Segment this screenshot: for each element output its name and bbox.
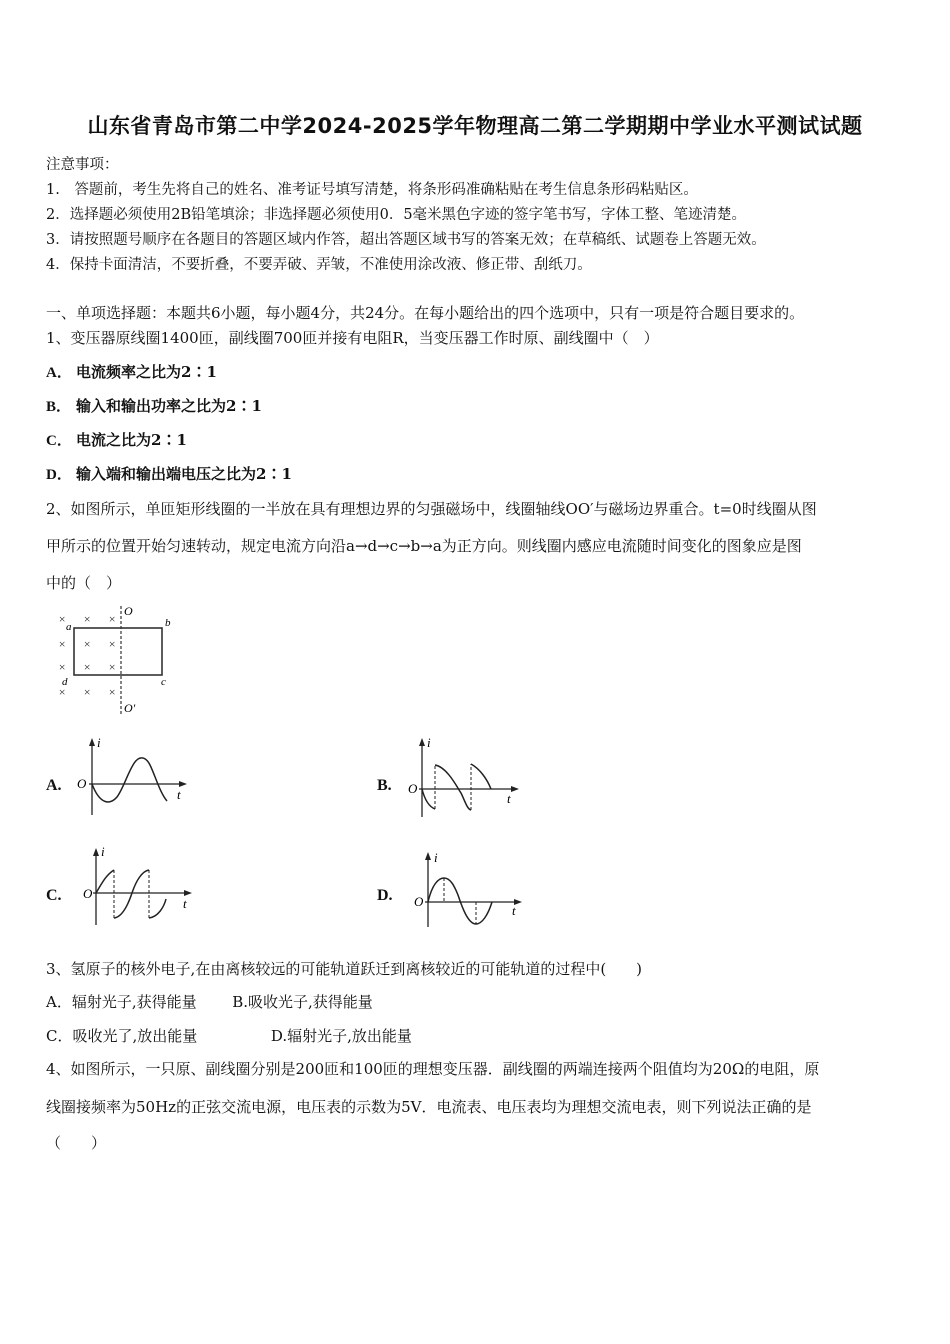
question-1-stem: 1、变压器原线圈1400匝，副线圈700匝并接有电阻R，当变压器工作时原、副线圈中（ ） xyxy=(46,329,659,347)
section-heading: 一、单项选择题：本题共6小题，每小题4分，共24分。在每小题给出的四个选项中，只有一项是符合题目要求的。 xyxy=(46,304,805,322)
svg-text:t: t xyxy=(177,787,181,802)
q1-option-c xyxy=(46,429,187,450)
svg-text:×: × xyxy=(108,660,117,674)
option-text: 吸收光了,放出能量 xyxy=(72,1027,198,1045)
graph-c xyxy=(80,845,210,935)
option-text: 电流之比为2∶1 xyxy=(76,431,187,449)
notice-item: 4．保持卡面清洁，不要折叠，不要弄破、弄皱，不准使用涂改液、修正带、刮纸刀。 xyxy=(46,257,592,273)
graph-b xyxy=(405,735,535,825)
corner-c: c xyxy=(161,676,166,688)
axis-O-prime: O′ xyxy=(124,701,136,715)
svg-text:O: O xyxy=(77,776,87,791)
svg-text:O: O xyxy=(83,886,93,901)
option-text: 辐射光子,放出能量 xyxy=(287,1027,412,1045)
option-label: B． xyxy=(46,399,72,415)
question-4-stem-line: 4、如图所示，一只原、副线圈分别是200匝和100匝的理想变压器．副线圈的两端连接两个阻值均为20Ω的电阻，原 xyxy=(46,1060,820,1078)
option-text: 输入端和输出端电压之比为2∶1 xyxy=(76,465,292,483)
svg-text:t: t xyxy=(512,903,516,918)
q3-option-b xyxy=(232,993,373,1011)
svg-text:×: × xyxy=(108,637,117,651)
notice-item: 3．请按照题号顺序在各题目的答题区域内作答，超出答题区域书写的答案无效；在草稿纸、试题卷上答题无效。 xyxy=(46,232,766,248)
graph-a xyxy=(75,735,205,825)
q3-options-row-1 xyxy=(46,991,373,1012)
svg-text:×: × xyxy=(83,660,92,674)
notice-heading: 注意事项： xyxy=(46,157,119,173)
option-label: A． xyxy=(46,993,72,1011)
question-4-stem-line: （ ） xyxy=(46,1134,107,1152)
graph-b-label: B. xyxy=(377,777,392,794)
option-label: C． xyxy=(46,433,72,449)
question-2-stem-line: 2、如图所示，单匝矩形线圈的一半放在具有理想边界的匀强磁场中，线圈轴线OO′与磁场边界重合。t=0时线圈从图 xyxy=(46,500,817,518)
option-text: 辐射光子,获得能量 xyxy=(71,993,197,1011)
option-label: A． xyxy=(46,365,72,381)
svg-text:O: O xyxy=(408,781,418,796)
corner-d: d xyxy=(62,676,68,688)
svg-text:i: i xyxy=(427,735,431,750)
q3-options-row-2 xyxy=(46,1025,412,1046)
svg-text:t: t xyxy=(507,791,511,806)
svg-text:×: × xyxy=(108,612,117,626)
notice-item: 2．选择题必须使用2B铅笔填涂；非选择题必须使用0．5毫米黑色字迹的签字笔书写，字体工整、笔迹清楚。 xyxy=(46,207,747,223)
q3-option-d xyxy=(271,1027,412,1045)
svg-text:i: i xyxy=(97,735,101,750)
svg-text:×: × xyxy=(83,612,92,626)
svg-text:×: × xyxy=(58,612,67,626)
q1-option-b xyxy=(46,395,262,416)
option-label: C． xyxy=(46,1027,73,1045)
svg-text:×: × xyxy=(83,637,92,651)
option-text: 电流频率之比为2∶1 xyxy=(76,363,217,381)
graph-a-label: A. xyxy=(46,777,62,794)
svg-text:×: × xyxy=(58,637,67,651)
graph-c-label: C. xyxy=(46,887,62,904)
option-label: D. xyxy=(270,1027,288,1045)
graph-d xyxy=(410,845,540,935)
graph-d-label: D. xyxy=(377,887,393,904)
corner-a: a xyxy=(66,621,72,633)
q1-option-d xyxy=(46,463,292,484)
q1-option-a xyxy=(46,361,217,382)
svg-text:i: i xyxy=(434,850,438,865)
q3-option-a xyxy=(46,993,197,1011)
svg-text:O: O xyxy=(414,894,424,909)
notice-item: 1. 答题前，考生先将自己的姓名、准考证号填写清楚，将条形码准确粘贴在考生信息条形码粘贴区。 xyxy=(46,182,698,198)
coil-diagram xyxy=(50,600,190,720)
svg-text:×: × xyxy=(83,685,92,699)
question-2-stem-line: 甲所示的位置开始匀速转动，规定电流方向沿a→d→c→b→a为正方向。则线圈内感应电流随时间变化的图象应是图 xyxy=(46,537,802,555)
corner-b: b xyxy=(165,617,171,629)
svg-text:×: × xyxy=(108,685,117,699)
page-title: 山东省青岛市第二中学2024-2025学年物理高二第二学期期中学业水平测试试题 xyxy=(87,114,863,138)
option-text: 吸收光子,获得能量 xyxy=(247,993,373,1011)
question-2-stem-line: 中的（ ） xyxy=(46,574,122,592)
question-4-stem-line: 线圈接频率为50Hz的正弦交流电源，电压表的示数为5V．电流表、电压表均为理想交流电表，则下列说法正确的是 xyxy=(46,1098,812,1116)
coil-field-figure xyxy=(50,600,190,720)
option-text: 输入和输出功率之比为2∶1 xyxy=(76,397,262,415)
option-label: D． xyxy=(46,467,72,483)
option-label: B. xyxy=(232,993,248,1011)
svg-text:×: × xyxy=(58,685,67,699)
svg-text:i: i xyxy=(101,845,105,859)
svg-text:×: × xyxy=(58,660,67,674)
svg-text:t: t xyxy=(183,896,187,911)
q3-option-c xyxy=(46,1027,197,1045)
question-3-stem: 3、氢原子的核外电子,在由离核较远的可能轨道跃迁到离核较近的可能轨道的过程中( ) xyxy=(46,960,643,978)
axis-O: O xyxy=(124,604,133,618)
